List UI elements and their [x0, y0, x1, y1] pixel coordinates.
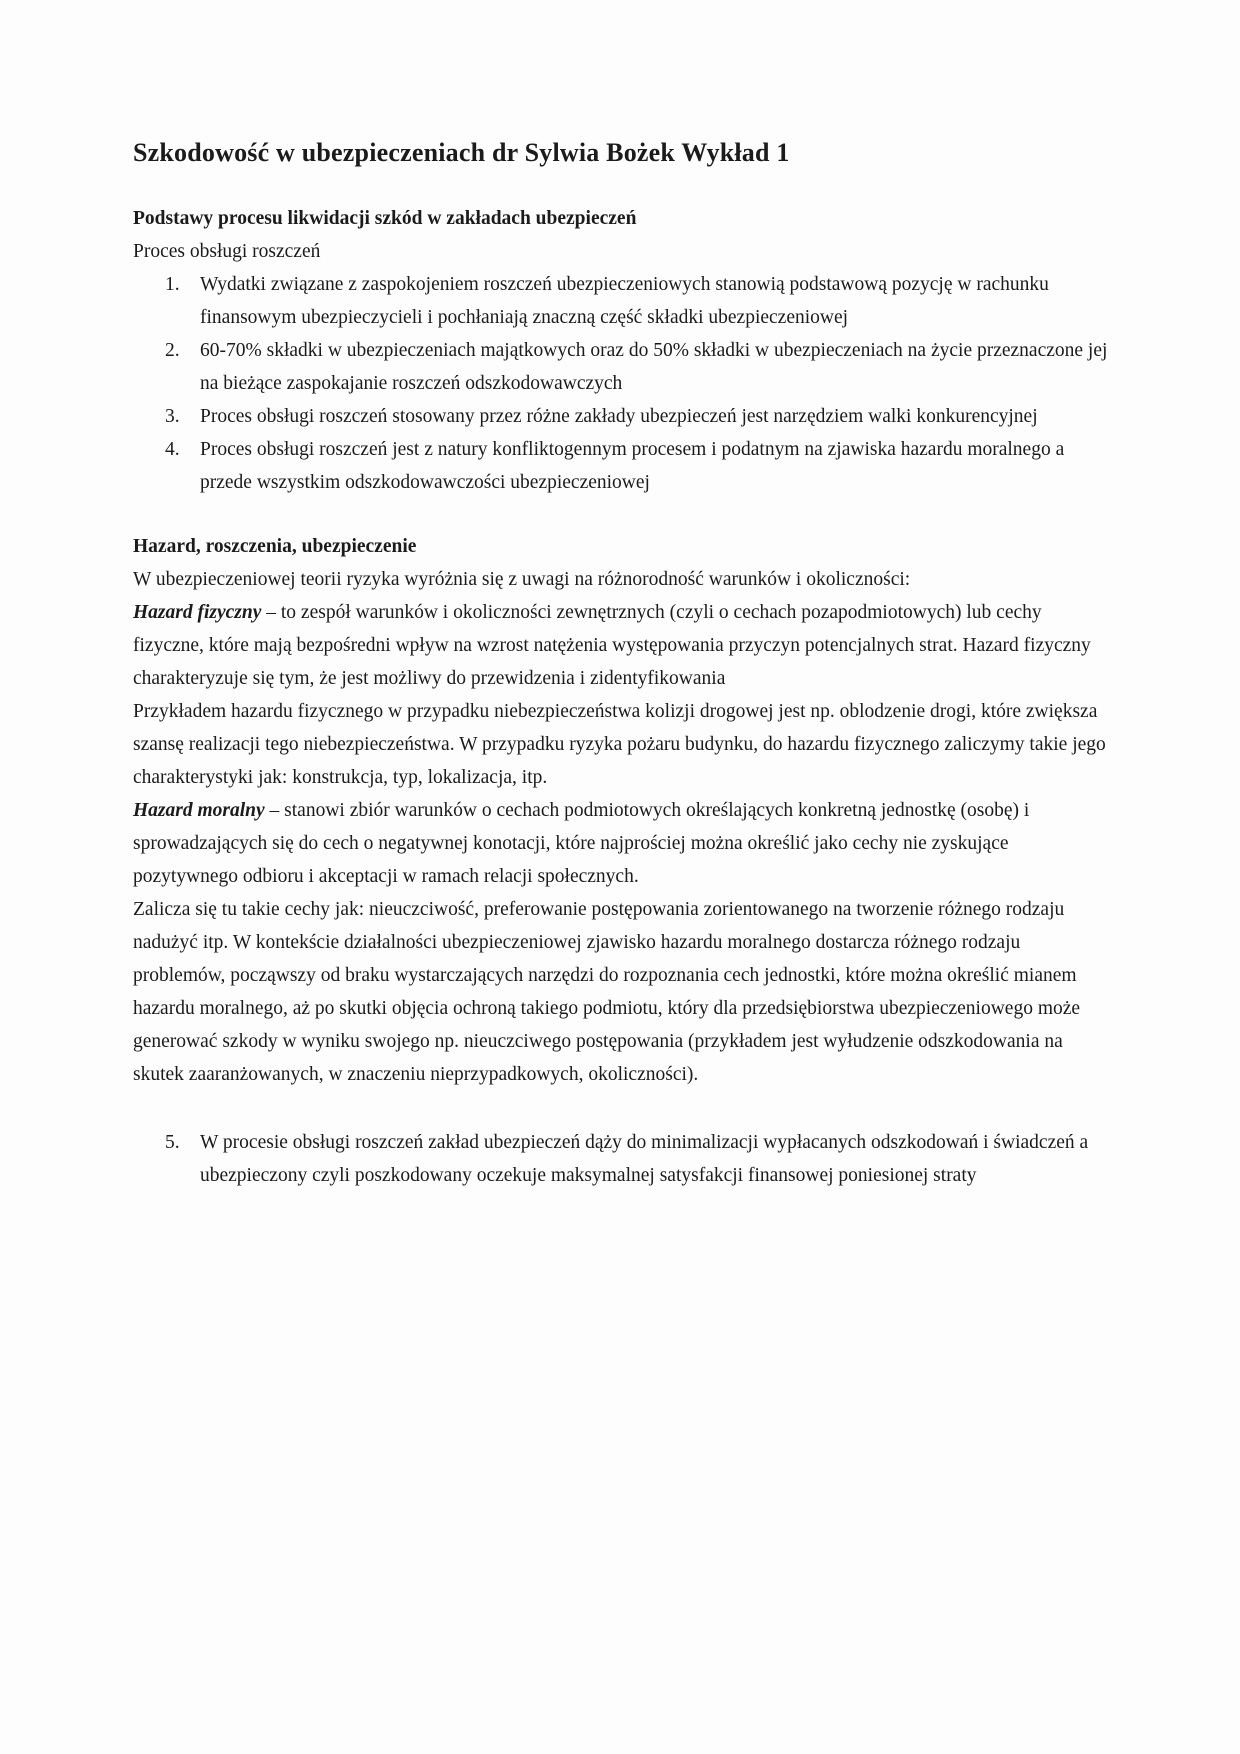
section1-heading: Podstawy procesu likwidacji szkód w zakładach ubezpieczeń	[133, 208, 637, 229]
hazard-fizyczny-example: Przykładem hazardu fizycznego w przypadku niebezpieczeństwa kolizji drogowej jest np. oblodzenie drogi, które zwiększa szansę realizacji tego niebezpieczeństwa. W przypadku ryzyka pożaru budynku, do hazardu fizycznego zaliczymy takie jego charakterystyki jak: konstrukcja, typ, lokalizacja, itp.	[133, 701, 1106, 788]
list-item-text: 60-70% składki w ubezpieczeniach majątkowych oraz do 50% składki w ubezpieczeniach na życie przeznaczone jej na bieżące zaspokajanie roszczeń odszkodowawczych	[200, 340, 1108, 394]
list-item-text: Proces obsługi roszczeń stosowany przez różne zakłady ubezpieczeń jest narzędziem walki konkurencyjnej	[200, 406, 1038, 427]
list-item	[133, 268, 1109, 334]
list-item-text: Wydatki związane z zaspokojeniem roszczeń ubezpieczeniowych stanowią podstawową pozycję w rachunku finansowym ubezpieczycieli i pochłaniają znaczną część składki ubezpieczeniowej	[200, 274, 1049, 328]
hazard-fizyczny-term: Hazard fizyczny	[133, 602, 262, 623]
list-item	[133, 334, 1109, 400]
list-item-number: 1.	[165, 274, 180, 295]
section2-intro: W ubezpieczeniowej teorii ryzyka wyróżnia się z uwagi na różnorodność warunków i okoliczności:	[133, 569, 911, 590]
list-item-number: 5.	[165, 1132, 180, 1153]
hazard-moralny-term: Hazard moralny	[133, 800, 265, 821]
numbered-list-claims	[133, 268, 1109, 499]
document-content	[133, 138, 1109, 1192]
list-item-text: W procesie obsługi roszczeń zakład ubezpieczeń dąży do minimalizacji wypłacanych odszkodowań i świadczeń a ubezpieczony czyli poszkodowany oczekuje maksymalnej satysfakcji finansowej poniesionej straty	[200, 1132, 1089, 1186]
list-item-text: Proces obsługi roszczeń jest z natury konfliktogennym procesem i podatnym na zjawiska hazardu moralnego a przede wszystkim odszkodowawczości ubezpieczeniowej	[200, 439, 1065, 493]
list-item-number: 3.	[165, 406, 180, 427]
hazard-fizyczny-definition: – to zespół warunków i okoliczności zewnętrznych (czyli o cechach pozapodmiotowych) lub cechy fizyczne, które mają bezpośredni wpływ na wzrost natężenia występowania przyczyn potencjalnych strat. Hazard fizyczny charakteryzuje się tym, że jest możliwy do przewidzenia i zidentyfikowania	[133, 602, 1091, 689]
page-title: Szkodowość w ubezpieczeniach dr Sylwia Bożek Wykład 1	[133, 138, 790, 167]
section2-heading: Hazard, roszczenia, ubezpieczenie	[133, 536, 417, 557]
list-item	[133, 433, 1109, 499]
hazard-fizyczny-paragraph	[133, 596, 1109, 695]
list-item	[133, 400, 1109, 433]
list-item-number: 4.	[165, 439, 180, 460]
list-item	[133, 1126, 1109, 1192]
section1-intro: Proces obsługi roszczeń	[133, 241, 321, 262]
hazard-moralny-extra: Zalicza się tu takie cechy jak: nieuczciwość, preferowanie postępowania zorientowanego na tworzenie różnego rodzaju nadużyć itp. W kontekście działalności ubezpieczeniowej zjawisko hazardu moralnego dostarcza różnego rodzaju problemów, począwszy od braku wystarczających narzędzi do rozpoznania cech jednostki, które można określić mianem hazardu moralnego, aż po skutki objęcia ochroną takiego podmiotu, który dla przedsiębiorstwa ubezpieczeniowego może generować szkody w wyniku swojego np. nieuczciwego postępowania (przykładem jest wyłudzenie odszkodowania na skutek zaaranżowanych, w znaczeniu nieprzypadkowych, okoliczności).	[133, 899, 1081, 1085]
hazard-moralny-definition: – stanowi zbiór warunków o cechach podmiotowych określających konkretną jednostkę (osobę) i sprowadzających się do cech o negatywnej konotacji, które najprościej można określić jako cechy nie zyskujące pozytywnego odbioru i akceptacji w ramach relacji społecznych.	[133, 800, 1030, 887]
numbered-list-continued	[133, 1126, 1109, 1192]
hazard-moralny-paragraph	[133, 794, 1109, 893]
list-item-number: 2.	[165, 340, 180, 361]
